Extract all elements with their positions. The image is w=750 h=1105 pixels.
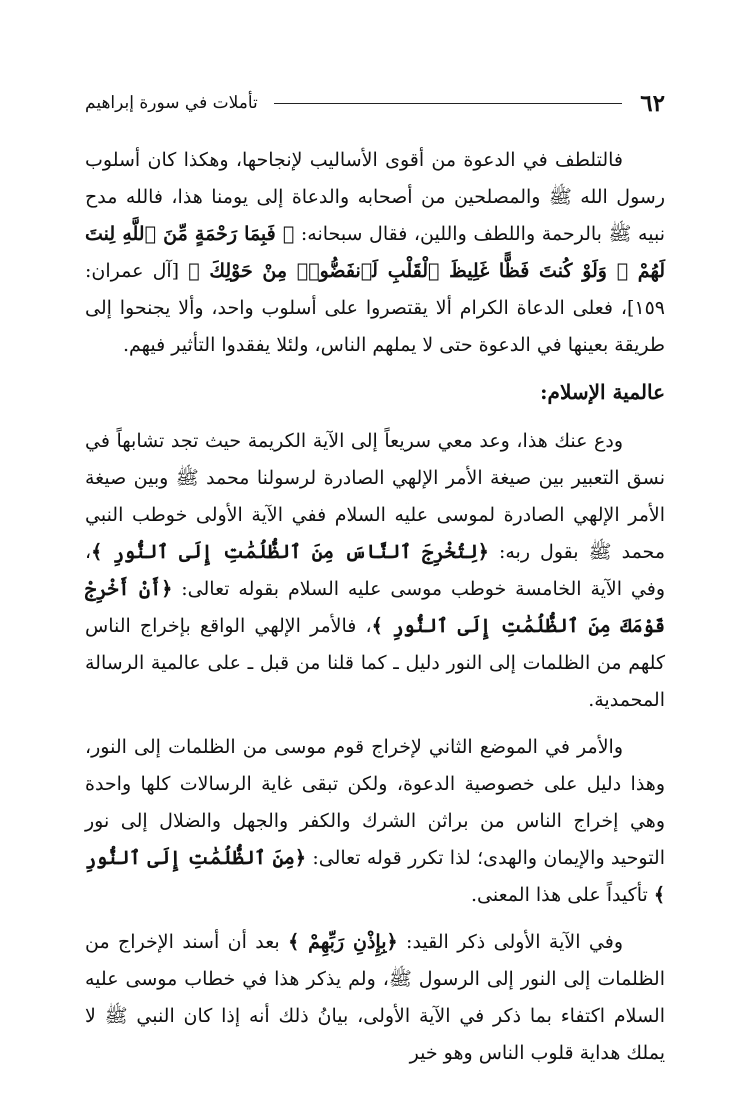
page-body [85, 142, 665, 1078]
paragraph-2 [85, 423, 665, 719]
quran-verse-3: ﴿مِنَ ٱلظُّلُمَٰتِ إِلَى ٱلنُّورِ ﴾ [85, 847, 665, 906]
paragraph-2-end: ، فالأمر الإلهي الواقع بإخراج الناس كلهم من الظلمات إلى النور دليل ـ كما قلنا من قبل ـ على عالمية الرسالة المحمدية. [85, 615, 665, 711]
quran-verse-al-imran-159: ﴿ فَبِمَا رَحْمَةٍ مِّنَ ٱللَّهِ لِنتَ لَهُمْ ۖ وَلَوْ كُنتَ فَظًّا غَلِيظَ ٱلْقَلْبِ لَٱنفَضُّوا۟ مِنْ حَوْلِكَ ﴾ [85, 223, 665, 282]
section-heading: عالمية الإسلام: [540, 380, 665, 404]
page-header [85, 86, 665, 120]
paragraph-4-text: وفي الآية الأولى ذكر القيد: [406, 931, 623, 953]
quran-verse-4: ﴿بِإِذْنِ رَبِّهِمْ ﴾ [288, 931, 398, 953]
paragraph-2-middle: ، وفي الآية الخامسة خوطب موسى عليه السلام بقوله تعالى: [85, 541, 665, 600]
quran-verse-2: ﴿أَنْ أَخْرِجْ قَوْمَكَ مِنَ ٱلظُّلُمَٰتِ إِلَى ٱلنُّورِ ﴾ [85, 578, 665, 637]
header-rule [274, 103, 623, 104]
page-number: ٦٢ [640, 89, 665, 117]
paragraph-2-text: ودع عنك هذا، وعد معي سريعاً إلى الآية الكريمة حيث تجد تشابهاً في نسق التعبير بين صيغة الأمر الإلهي الصادرة لرسولنا محمد ﷺ وبين صيغة الأمر الإلهي الصادرة لموسى عليه السلام ففي الآية الأولى خوطب النبي محمد ﷺ بقول ربه: [85, 430, 666, 563]
paragraph-4-end: بعد أن أسند الإخراج من الظلمات إلى النور إلى الرسول ﷺ، ولم يذكر هذا في خطاب موسى عليه السلام اكتفاء بما ذكر في الآية الأولى، بيانُ ذلك أنه إذا كان النبي ﷺ لا يملك هداية قلوب الناس وهو خير [85, 931, 665, 1064]
quran-verse-1: ﴿لِتُخْرِجَ ٱلنَّاسَ مِنَ ٱلظُّلُمَٰتِ إِلَى ٱلنُّورِ ﴾ [91, 541, 489, 563]
paragraph-3 [85, 729, 665, 914]
paragraph-1-end: [آل عمران: ١٥٩]، فعلى الدعاة الكرام ألا يقتصروا على أسلوب واحد، وألا يجنحوا إلى طريقة بعينها في الدعوة حتى لا يملهم الناس، ولئلا يفقدوا التأثير فيهم. [85, 260, 665, 356]
paragraph-1-text: فالتلطف في الدعوة من أقوى الأساليب لإنجاحها، وهكذا كان أسلوب رسول الله ﷺ والمصلحين من أصحابه والدعاة إلى يومنا هذا، فالله مدح نبيه ﷺ بالرحمة واللطف واللين، فقال سبحانه: [85, 149, 665, 245]
running-title: تأملات في سورة إبراهيم [85, 93, 258, 113]
paragraph-1 [85, 142, 665, 364]
paragraph-4 [85, 924, 665, 1072]
paragraph-3-text: والأمر في الموضع الثاني لإخراج قوم موسى من الظلمات إلى النور، وهذا دليل على خصوصية الدعوة، ولكن تبقى غاية الرسالات كلها واحدة وهي إخراج الناس من براثن الشرك والكفر والجهل والضلال إلى نور التوحيد والإيمان والهدى؛ لذا تكرر قوله تعالى: [85, 736, 665, 869]
paragraph-3-end: تأكيداً على هذا المعنى. [471, 884, 648, 906]
